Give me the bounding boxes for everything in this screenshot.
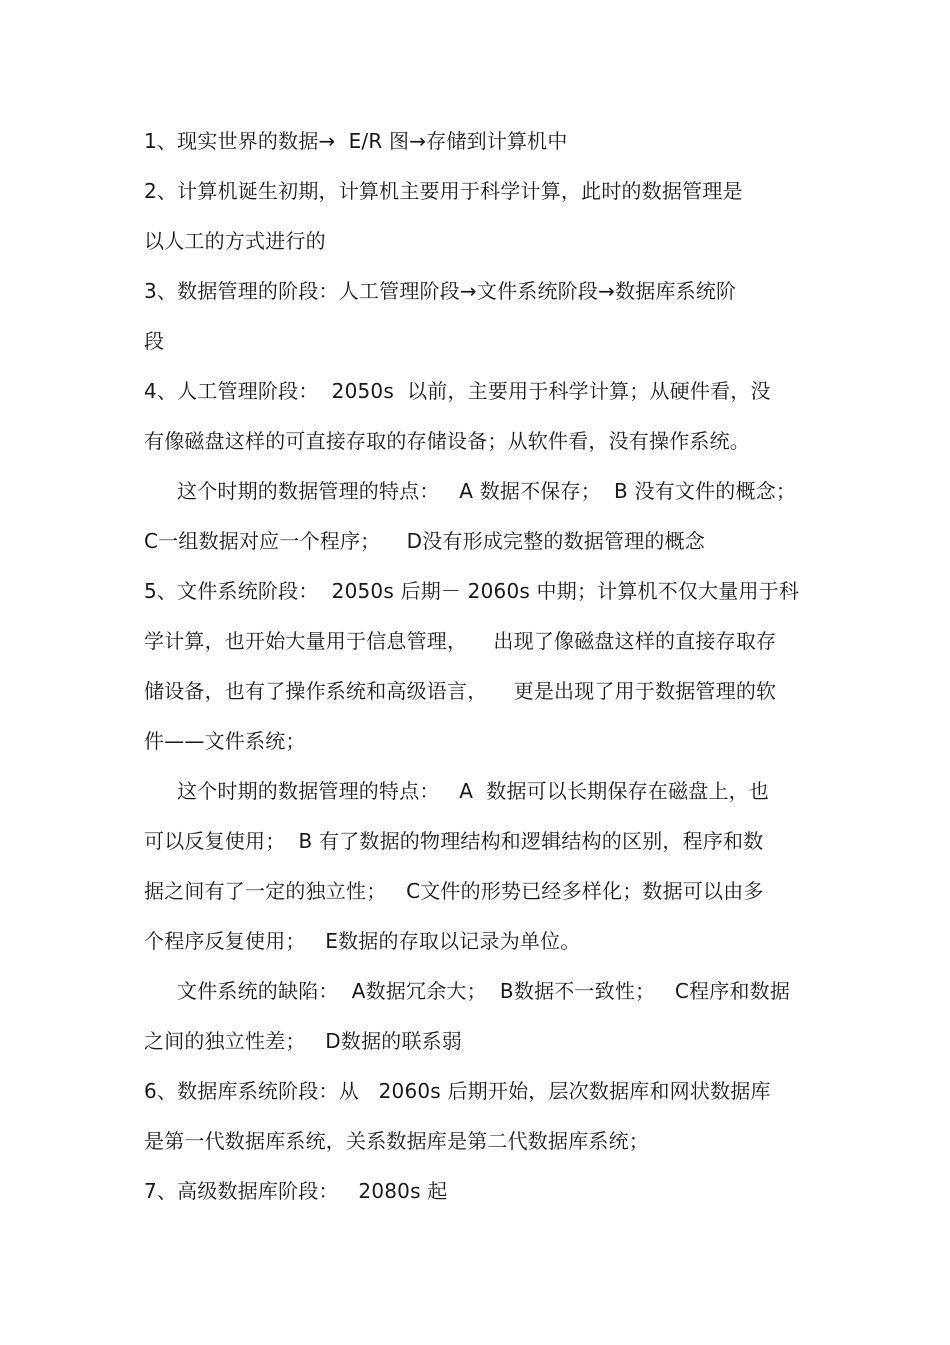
text-line-9: C一组数据对应一个程序； D没有形成完整的数据管理的概念 [144, 529, 705, 553]
text-line-8: 这个时期的数据管理的特点： A 数据不保存； B 没有文件的概念； [177, 479, 797, 503]
text-line-15: 可以反复使用； B 有了数据的物理结构和逻辑结构的区别，程序和数 [144, 829, 764, 853]
text-line-1: 1、现实世界的数据→ E/R 图→存储到计算机中 [144, 129, 568, 153]
text-line-5: 段 [144, 329, 165, 353]
text-line-22: 7、高级数据库阶段： 2080s 起 [144, 1179, 448, 1203]
text-line-16: 据之间有了一定的独立性； C文件的形势已经多样化；数据可以由多 [144, 879, 764, 903]
text-line-14: 这个时期的数据管理的特点： A 数据可以长期保存在磁盘上，也 [177, 779, 770, 803]
text-line-2: 2、计算机诞生初期，计算机主要用于科学计算，此时的数据管理是 [144, 179, 743, 203]
text-line-21: 是第一代数据库系统，关系数据库是第二代数据库系统； [144, 1129, 649, 1153]
text-line-4: 3、数据管理的阶段：人工管理阶段→文件系统阶段→数据库系统阶 [144, 279, 737, 303]
text-line-11: 学计算，也开始大量用于信息管理， 出现了像磁盘这样的直接存取存 [144, 629, 777, 653]
text-line-6: 4、人工管理阶段： 2050s 以前，主要用于科学计算；从硬件看，没 [144, 379, 771, 403]
text-line-17: 个程序反复使用； E数据的存取以记录为单位。 [144, 929, 581, 953]
text-line-3: 以人工的方式进行的 [144, 229, 326, 253]
text-line-13: 件——文件系统； [144, 729, 306, 753]
text-line-7: 有像磁盘这样的可直接存取的存储设备；从软件看，没有操作系统。 [144, 429, 750, 453]
text-line-19: 之间的独立性差； D数据的联系弱 [144, 1029, 463, 1053]
text-line-10: 5、文件系统阶段： 2050s 后期－ 2060s 中期；计算机不仅大量用于科 [144, 579, 800, 603]
text-line-18: 文件系统的缺陷： A数据冗余大； B数据不一致性； C程序和数据 [177, 979, 791, 1003]
text-line-20: 6、数据库系统阶段：从 2060s 后期开始，层次数据库和网状数据库 [144, 1079, 771, 1103]
text-line-12: 储设备，也有了操作系统和高级语言， 更是出现了用于数据管理的软 [144, 679, 777, 703]
